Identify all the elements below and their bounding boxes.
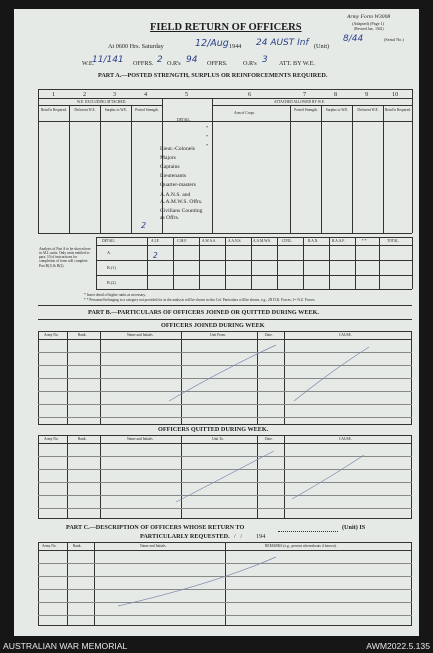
quitted-h-name: Name and Initials. [127, 437, 154, 441]
analysis-h-total: TOTAL. [387, 239, 400, 243]
header-surplus-left: Surplus to W.E. [104, 108, 128, 112]
joined-title: OFFICERS JOINED DURING WEEK [161, 322, 265, 329]
header-detail: DETAIL. [177, 118, 191, 122]
handwritten-ors-att: 3 [262, 55, 268, 65]
handwritten-date: 12/Aug [195, 38, 229, 49]
handwritten-ors: 94 [186, 55, 198, 65]
quitted-title: OFFICERS QUITTED DURING WEEK. [158, 426, 269, 433]
detail-aamws: A.A.M.W.S. Offrs. [160, 199, 203, 205]
form-ref-line2: (Adapted) (Page 1) [352, 21, 385, 26]
analysis-h-other: * * [362, 239, 367, 243]
ors-label: O.R's [167, 60, 181, 67]
we-label: W.E. [82, 60, 95, 67]
joined-h-date: Date. [265, 333, 273, 337]
quitted-h-cause: CAUSE. [339, 437, 352, 441]
footer-accession-number: AWM2022.5.135 [366, 641, 430, 651]
handwritten-unit: 24 AUST Inf [256, 38, 309, 48]
form-ref-line1: Army Form W3008 [347, 14, 391, 20]
handwritten-serial: 8/44 [343, 34, 364, 44]
detail-aans: A.A.N.S. and [160, 192, 191, 198]
analysis-note: Analysis of Part A to be shown here in ALL units. Only units entitled to para. 10 of instructions for completion of form will complete Part B(1) & B(2). [39, 247, 91, 268]
footnote-2: * * Personnel belonging to a category not provided for in the analysis will be shown in this Col. Particulars will be shown, e.g., 2N D.K. Forces; 1= N.Z. Forces. [84, 298, 316, 302]
header-arm-of-corps: Arm of Corps. [234, 111, 255, 115]
handwritten-offrs: 2 [157, 55, 163, 65]
group-right-label: ATTACHED ALLOWED BY W.E. [274, 100, 325, 104]
analysis-row-b1: B.(1) [107, 265, 116, 270]
analysis-h-aans: A.A.N.S. [228, 239, 242, 243]
analysis-h-awas: A.W.A.S. [202, 239, 216, 243]
header-surplus-right: Surplus to W.E. [325, 108, 349, 112]
col-num-7: 7 [303, 91, 307, 98]
quitted-h-unit-to: Unit To. [212, 437, 224, 441]
part-c-h-army-no: Army No. [42, 544, 57, 548]
col-num-9: 9 [365, 91, 369, 98]
col-num-10: 10 [392, 91, 399, 98]
footer-credit: AUSTRALIAN WAR MEMORIAL [3, 641, 128, 651]
part-c-h-remarks: REMARKS (e.g., present whereabouts if known). [265, 544, 337, 548]
header-reinfts-left: Reinf'ts Required. [41, 108, 67, 112]
header-deficient-left: Deficient W.E. [74, 108, 96, 112]
col-num-4: 4 [144, 91, 148, 98]
part-c-unit: (Unit) IS [342, 524, 366, 531]
group-left-label: W.E. EXCLUDING ATTACHED. [77, 100, 127, 104]
part-a-title: PART A.—POSTED STRENGTH, SURPLUS OR REINFORCEMENTS REQUIRED. [98, 72, 328, 79]
cancellation-strokes [14, 9, 419, 636]
col-num-8: 8 [334, 91, 338, 98]
offrs2-label: OFFRS. [207, 60, 228, 67]
analysis-h-detail: DETAIL. [102, 239, 116, 243]
detail-as-offrs: as Offrs. [160, 215, 180, 221]
part-c-h-name: Name and Initials. [140, 544, 167, 548]
analysis-h-cmf: C.M.F. [177, 239, 187, 243]
detail-quartermasters: Quarter-masters [160, 182, 196, 188]
col-num-2: 2 [83, 91, 87, 98]
analysis-h-civil: CIVIL. [282, 239, 293, 243]
part-c-title: PART C.—DESCRIPTION OF OFFICERS WHOSE RETURN TO [66, 524, 245, 531]
form-title: FIELD RETURN OF OFFICERS [150, 22, 302, 33]
detail-lieut-colonels: Lieut.-Colonels [160, 146, 195, 152]
footnote-1: * Insert detail of higher ranks as necessary. [84, 293, 146, 297]
att-label: ATT. BY W.E. [279, 60, 315, 67]
handwritten-count-a: 2 [141, 221, 147, 230]
quitted-h-army-no: Army No. [44, 437, 59, 441]
form-ref-line3: (Revised Jan., 1942) [354, 27, 384, 31]
joined-h-army-no: Army No. [44, 333, 59, 337]
part-c-requested: PARTICULARLY REQUESTED. [140, 533, 230, 540]
analysis-row-a: A. [107, 250, 112, 255]
joined-h-unit-from: Unit From. [210, 333, 226, 337]
joined-h-rank: Rank. [78, 333, 87, 337]
header-reinfts-right: Reinf'ts Required. [385, 108, 411, 112]
detail-majors: Majors [160, 155, 176, 161]
handwritten-we-number: 11/141 [92, 55, 124, 65]
form-sheet: Army Form W3008 (Adapted) (Page 1) (Revised Jan., 1942) 8/44 (Serial No.) FIELD RETURN OF OFFICERS At 0600 Hrs. Saturday 12/Aug 1944 24 AUST Inf (Unit) W.E. 11/141 OFFRS. 2 O.R's 94 OFFRS. O.R's 3 ATT. BY W.E. PART A.—POSTED STRENGTH, SURPLUS OR REINFORCEMENTS REQUIRED. 1 2 3 4 5 6 7 8 9 10 W.E. EXCLUDING ATTACHED. ATTACHED ALLOWED BY W.E. Reinf'ts Required. Deficient W.E. Surplus to W.E. Posted Strength. DETAIL. Arm of Corps. Posted Strength. Surplus to W.E. Deficient W.E. Reinf'ts Required. * * * Lieut.-Colonels Majors Captains Lieutenants Quarter-masters A.A.N.S. and A.A.M.W.S. Offrs. Civilians Counting as Offrs. 2 Analysis of Part A to be shown here in ALL units. Only units entitled to para. 10 of instructions for completion of form will complete Part B(1) & B(2). DETAIL. A.I.F. C.M.F. A.W.A.S. A.A.N.S. A.A.M.W.S. CIVIL. R.A.N. R.A.A.F. * * TOTAL. A. B.(1) B.(2) 2 * Insert detail of higher ranks as necessary. * * Personnel belonging to a category not provided for in the analysis will be shown in this Col. Particulars will be shown, e.g., 2N D.K. Forces; 1= N.Z. Forces. PART B.—PARTICULARS OF OFFICERS JOINED OR QUITTED DURING WEEK. OFFICERS JOINED DURING WEEK Army No. Rank. Name and Initials. Unit From. Date. CAUSE. OFFICERS QUITTED DURING WEEK. Army No. Rank. Name and Initials. Unit To. Date. CAUSE. PART C.—DESCRIPTION OF OFFICERS WHOSE RETURN TO (Unit) IS PARTICULARLY REQUESTED. / / 194 Army No. Rank. Name and Initials. REMARKS (e.g., present whereabouts if known). [14, 9, 419, 636]
detail-lieutenants: Lieutenants [160, 173, 187, 179]
detail-captains: Captains [160, 164, 180, 170]
col-num-6: 6 [248, 91, 252, 98]
part-b-title: PART B.—PARTICULARS OF OFFICERS JOINED OR QUITTED DURING WEEK. [88, 309, 319, 316]
header-posted-right: Posted Strength. [294, 108, 318, 112]
offrs-label: OFFRS. [133, 60, 154, 67]
col-num-1: 1 [52, 91, 56, 98]
quitted-h-rank: Rank. [78, 437, 87, 441]
joined-h-name: Name and Initials. [127, 333, 154, 337]
at-label: At 0600 Hrs. Saturday [108, 43, 164, 50]
header-posted-left: Posted Strength. [135, 108, 159, 112]
detail-civilians: Civilians Counting [160, 208, 203, 214]
part-c-year: 194 [256, 533, 266, 540]
analysis-h-aamws: A.A.M.W.S. [253, 239, 271, 243]
analysis-h-aif: A.I.F. [151, 239, 160, 243]
analysis-h-raaf: R.A.A.F. [332, 239, 345, 243]
col-num-3: 3 [113, 91, 117, 98]
handwritten-aif-a: 2 [153, 251, 158, 260]
analysis-row-b2: B.(2) [107, 280, 116, 285]
serial-label: (Serial No.) [384, 37, 404, 42]
analysis-h-ran: R.A.N. [308, 239, 319, 243]
year-label: 1944 [229, 43, 242, 50]
quitted-h-date: Date. [265, 437, 273, 441]
joined-h-cause: CAUSE. [339, 333, 352, 337]
header-deficient-right: Deficient W.E. [357, 108, 379, 112]
col-num-5: 5 [185, 91, 189, 98]
ors2-label: O.R's [243, 60, 257, 67]
unit-label: (Unit) [314, 43, 330, 50]
part-c-h-rank: Rank. [73, 544, 82, 548]
